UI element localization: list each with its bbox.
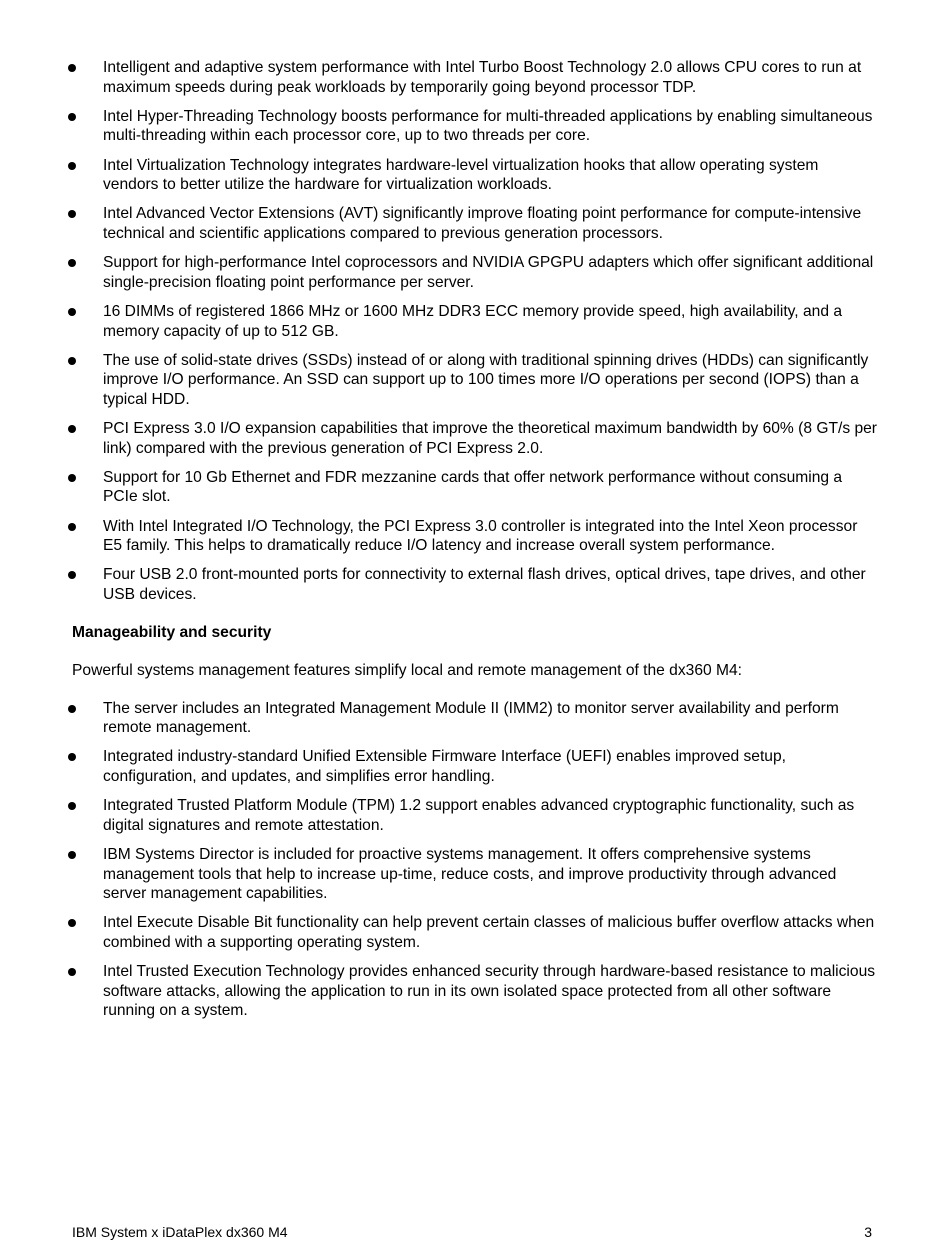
list-item-text: Intel Virtualization Technology integrates hardware-level virtualization hooks that allow operating system vendors to better utilize the hardware for virtualization workloads. — [103, 156, 819, 194]
bullet-icon — [68, 968, 76, 976]
bullet-icon — [68, 113, 76, 121]
list-item-text: PCI Express 3.0 I/O expansion capabilities that improve the theoretical maximum bandwidth by 60% (8 GT/s per link) compared with the previous generation of PCI Express 2.0. — [103, 420, 877, 457]
list-item — [66, 58, 878, 97]
list-item — [66, 962, 878, 1021]
list-item-text: With Intel Integrated I/O Technology, the PCI Express 3.0 controller is integrated into the Intel Xeon processor E5 family. This helps to dramatically reduce I/O latency and increase overall system performance. — [103, 517, 858, 555]
list-item-text: Integrated Trusted Platform Module (TPM) 1.2 support enables advanced cryptographic functionality, such as digital signatures and remote attestation. — [103, 797, 855, 834]
bullet-icon — [68, 523, 76, 531]
list-item-text: 16 DIMMs of registered 1866 MHz or 1600 MHz DDR3 ECC memory provide speed, high availability, and a memory capacity of up to 512 GB. — [103, 302, 842, 340]
list-item-text: Support for 10 Gb Ethernet and FDR mezzanine cards that offer network performance without consuming a PCIe slot. — [103, 468, 843, 506]
list-item — [66, 204, 878, 243]
list-item — [66, 107, 878, 146]
list-item-text: Intel Advanced Vector Extensions (AVT) significantly improve floating point performance for compute-intensive technical and scientific applications compared to previous generation processors. — [103, 205, 862, 242]
list-item-text: Support for high-performance Intel coprocessors and NVIDIA GPGPU adapters which offer significant additional single-precision floating point performance per server. — [103, 254, 874, 291]
list-item-text: The use of solid-state drives (SSDs) instead of or along with traditional spinning drives (HDDs) can significantly improve I/O performance. An SSD can support up to 100 times more I/O operations per second (IOPS) than a typical HDD. — [103, 351, 869, 408]
bullet-icon — [68, 357, 76, 365]
performance-feature-list — [66, 58, 878, 605]
manageability-feature-list — [66, 699, 878, 1021]
page-number: 3 — [864, 1224, 872, 1240]
bullet-icon — [68, 802, 76, 810]
list-item — [66, 747, 878, 786]
list-item — [66, 468, 878, 507]
bullet-icon — [68, 753, 76, 761]
list-item — [66, 253, 878, 292]
list-item — [66, 796, 878, 835]
list-item — [66, 699, 878, 738]
list-item — [66, 156, 878, 195]
list-item-text: Four USB 2.0 front-mounted ports for connectivity to external flash drives, optical drives, tape drives, and other USB devices. — [103, 566, 866, 603]
list-item — [66, 419, 878, 458]
footer-document-title: IBM System x iDataPlex dx360 M4 — [72, 1224, 288, 1240]
bullet-icon — [68, 162, 76, 170]
list-item-text: IBM Systems Director is included for proactive systems management. It offers comprehensive systems management tools that help to increase up-time, reduce costs, and improve productivity through advanced server management capabilities. — [103, 845, 837, 903]
list-item-text: Integrated industry-standard Unified Extensible Firmware Interface (UEFI) enables improved setup, configuration, and updates, and simplifies error handling. — [103, 748, 786, 785]
bullet-icon — [68, 308, 76, 316]
bullet-icon — [68, 919, 76, 927]
bullet-icon — [68, 571, 76, 579]
section-heading: Manageability and security — [72, 623, 272, 641]
list-item — [66, 517, 878, 556]
list-item-text: Intel Execute Disable Bit functionality can help prevent certain classes of malicious buffer overflow attacks when combined with a supporting operating system. — [103, 914, 875, 951]
bullet-icon — [68, 64, 76, 72]
bullet-icon — [68, 474, 76, 482]
bullet-icon — [68, 851, 76, 859]
page-footer — [72, 1223, 872, 1241]
bullet-icon — [68, 210, 76, 218]
page-content — [66, 58, 878, 1030]
section-intro: Powerful systems management features simplify local and remote management of the dx360 M4: — [72, 661, 742, 679]
list-item-text: Intel Trusted Execution Technology provides enhanced security through hardware-based resistance to malicious software attacks, allowing the application to run in its own isolated space protected from all other software running on a system. — [103, 963, 876, 1020]
list-item — [66, 565, 878, 604]
list-item — [66, 351, 878, 410]
bullet-icon — [68, 425, 76, 433]
list-item — [66, 302, 878, 341]
list-item-text: Intelligent and adaptive system performance with Intel Turbo Boost Technology 2.0 allows CPU cores to run at maximum speeds during peak workloads by temporarily going beyond processor TDP. — [103, 59, 862, 96]
list-item — [66, 913, 878, 952]
list-item-text: Intel Hyper-Threading Technology boosts performance for multi-threaded applications by enabling simultaneous multi-threading within each processor core, up to two threads per core. — [103, 107, 873, 145]
bullet-icon — [68, 259, 76, 267]
list-item — [66, 845, 878, 904]
list-item-text: The server includes an Integrated Management Module II (IMM2) to monitor server availability and perform remote management. — [103, 699, 839, 737]
bullet-icon — [68, 705, 76, 713]
